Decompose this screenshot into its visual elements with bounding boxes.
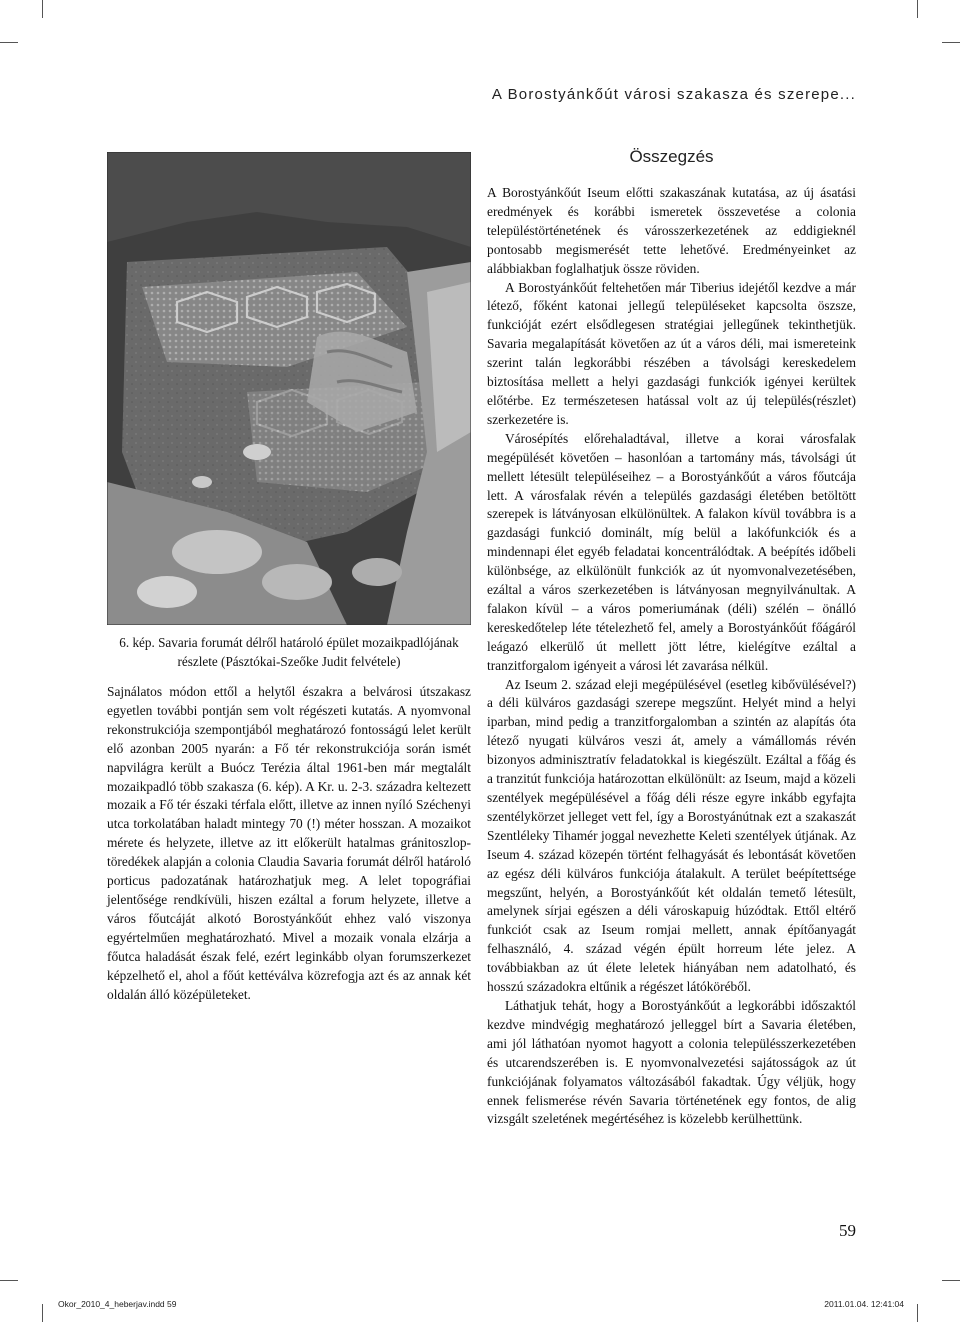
body-paragraph: A Borostyánkőút feltehetően már Tiberius idejétől kezdve a már létező, főként katonai jellegű településeket kapcsolta öszsze, funkcióját ezért elsődlegesen stratégiai jellegűnek tekinthetjük. Savaria megalapítását követően az út a város déli, mai ismereteink szerint talán legkorábbi részében a távolsági kereskedelem biztosítása mellett a helyi gazdasági funkciók igényei kerültek előtérbe. Ez természetesen hatással volt az új település(részlet) szerkezetére is. xyxy=(487,279,856,427)
running-head: A Borostyánkőút városi szakasza és szerepe... xyxy=(491,86,856,103)
figure-caption xyxy=(107,633,471,671)
crop-mark xyxy=(942,42,960,43)
body-paragraph: A Borostyánkőút Iseum előtti szakaszának kutatása, az új ásatási eredmények és korábbi ismeretek összevetése a colonia településtörténetének és városszerkezetének az eddigieknél pontosabb megismerését tette lehetővé. Eredményeinket az alábbiakban foglalhatjuk össze röviden. xyxy=(487,185,856,276)
right-column xyxy=(487,184,856,1129)
crop-mark xyxy=(942,1280,960,1281)
body-paragraph: Az Iseum 2. század eleji megépülésével (esetleg kibővülésével?) a déli külváros gazdasági szerepe megszűnt. Helyét mind a helyi iparban, mind pedig a tranzitforgalomban a szintén az alapítás óta létező nyugati külváros veszi át, amely a vámállomás révén bizonyos adminisztratív feladatokkal is kiegészült. Ezáltal a főág és a tranzitút funkciója határozottan elkülönült: az Iseum, majd a közeli szentélyek megépülésével a főág déli része egyre inkább egyfajta szentélykörzet jelleget vett fel, így a Borostyánútnak ezt a szakaszát Szentléleky Tihamér joggal nevezhette Keleti szentélyek útjának. Az Iseum 4. század közepén történt felhagyását és lebontását követően az egész déli külváros funkciója átalakult. A terület beépítettsége megszűnt, helyén, a Borostyánkőút két oldalán temető létesült, amelynek sírjai egészen a déli városkapuig húzódtak. Ettől eltérő funkciót csak az Iseum romjai mellett, annak építőanyagát felhasználó, 4. század végén épült horreum léte jelez. A továbbiakban az út élete leletek hiányában nem adatolható, és hosszú századokra eltűnik a régészet látóköréből. xyxy=(487,676,856,995)
crop-mark xyxy=(42,0,43,18)
crop-mark xyxy=(42,1304,43,1322)
body-paragraph: Városépítés előrehaladtával, illetve a korai városfalak megépülését követően – hasonlóan a tartomány más, távolsági út mellett létesült településeihez – a Borostyánkőút a város főutcája lett. A városfalak révén a település gazdasági életében betöltött szerepek is látványosan elkülönültek. A falakon kívül továbbra is a gazdasági funkció dominált, míg belül a lakófunkciók és a mindennapi élet egyéb feladatai koncentrálódtak. A beépítés időbeli különbsége, az elkülönült funkciók az út nyomvonalvezetésében, ezáltal a város szerkezetében is látványosan megnyilvánultak. A falakon kívül – a város pomeriumának (déli) szélén – önálló kereskedőtelep léte tételezhető fel, amely a Borostyánkőút főágáról leágazó elkerülő út mellett jött létre, kielégítve ezáltal a tranzitforgalom igényeit a városi lét zavarása nélkül. xyxy=(487,430,856,673)
crop-mark xyxy=(0,42,18,43)
crop-mark xyxy=(917,1304,918,1322)
footer-file-name: Okor_2010_4_heberjav.indd 59 xyxy=(58,1299,177,1309)
crop-mark xyxy=(0,1280,18,1281)
footer-timestamp: 2011.01.04. 12:41:04 xyxy=(824,1299,904,1309)
left-column xyxy=(107,683,471,1004)
body-paragraph: Láthatjuk tehát, hogy a Borostyánkőút a legkorábbi időszaktól kezdve mindvégig meghatározó jelleggel bírt a Savaria életében, ami jól láthatóan nyomot hagyott a colonia településszerkezetében és utcarendszerében is. E nyomvonalvezetési sajátosságok az út funkciójának folyamatos változásából fakadtak. Úgy véljük, hogy ennek felismerése révén Savaria történetének egy fontos, de alig vizsgált szeletének megértéséhez is közelebb kerülhettünk. xyxy=(487,997,856,1127)
caption-line: 6. kép. Savaria forumát délről határoló épület mozaikpadlójának xyxy=(119,635,459,650)
section-title: Összegzés xyxy=(629,147,714,166)
excavation-photo xyxy=(107,152,471,625)
caption-line: részlete (Pásztókai-Szeőke Judit felvétele) xyxy=(177,654,401,669)
body-paragraph: Sajnálatos módon ettől a helytől északra a belvárosi útszakasz egyetlen további pontján sem volt régészeti kutatás. A nyomvonal rekonstrukciója szempontjából meghatározó fontosságú lelet került elő azonban 2005 nyarán: a Fő tér rekonstrukciója során ismét napvilágra került a Buócz Terézia által 1961-ben már megtalált mozaikpadló több szakasza (6. kép). A Kr. u. 2-3. századra keltezett mozaik a Fő tér északi térfala előtt, illetve az innen nyíló Széchenyi utca torkolatában haladt mintegy 70 (!) méter hosszan. A mozaikot mérete és helyzete, illetve az itt előkerült hatalmas gránitoszlop-töredékek alapján a colonia Claudia Savaria forumát délről határoló porticus padozatának határozhatjuk meg. A lelet topográfiai jelentősége rendkívüli, hiszen ezáltal a forum helyzete, illetve a város főutcáját alkotó Borostyánkőút ehhez való viszonya egyértelműen meghatározható. Mivel a mozaik vonala elzárja a főutca haladását észak felé, ezért leginkább olyan forumszerkezet képzelhető el, ahol a főút kettéválva közrefogja azt és az annak két oldalán álló középületeket. xyxy=(107,684,471,1002)
page-number: 59 xyxy=(839,1221,856,1240)
crop-mark xyxy=(917,0,918,18)
